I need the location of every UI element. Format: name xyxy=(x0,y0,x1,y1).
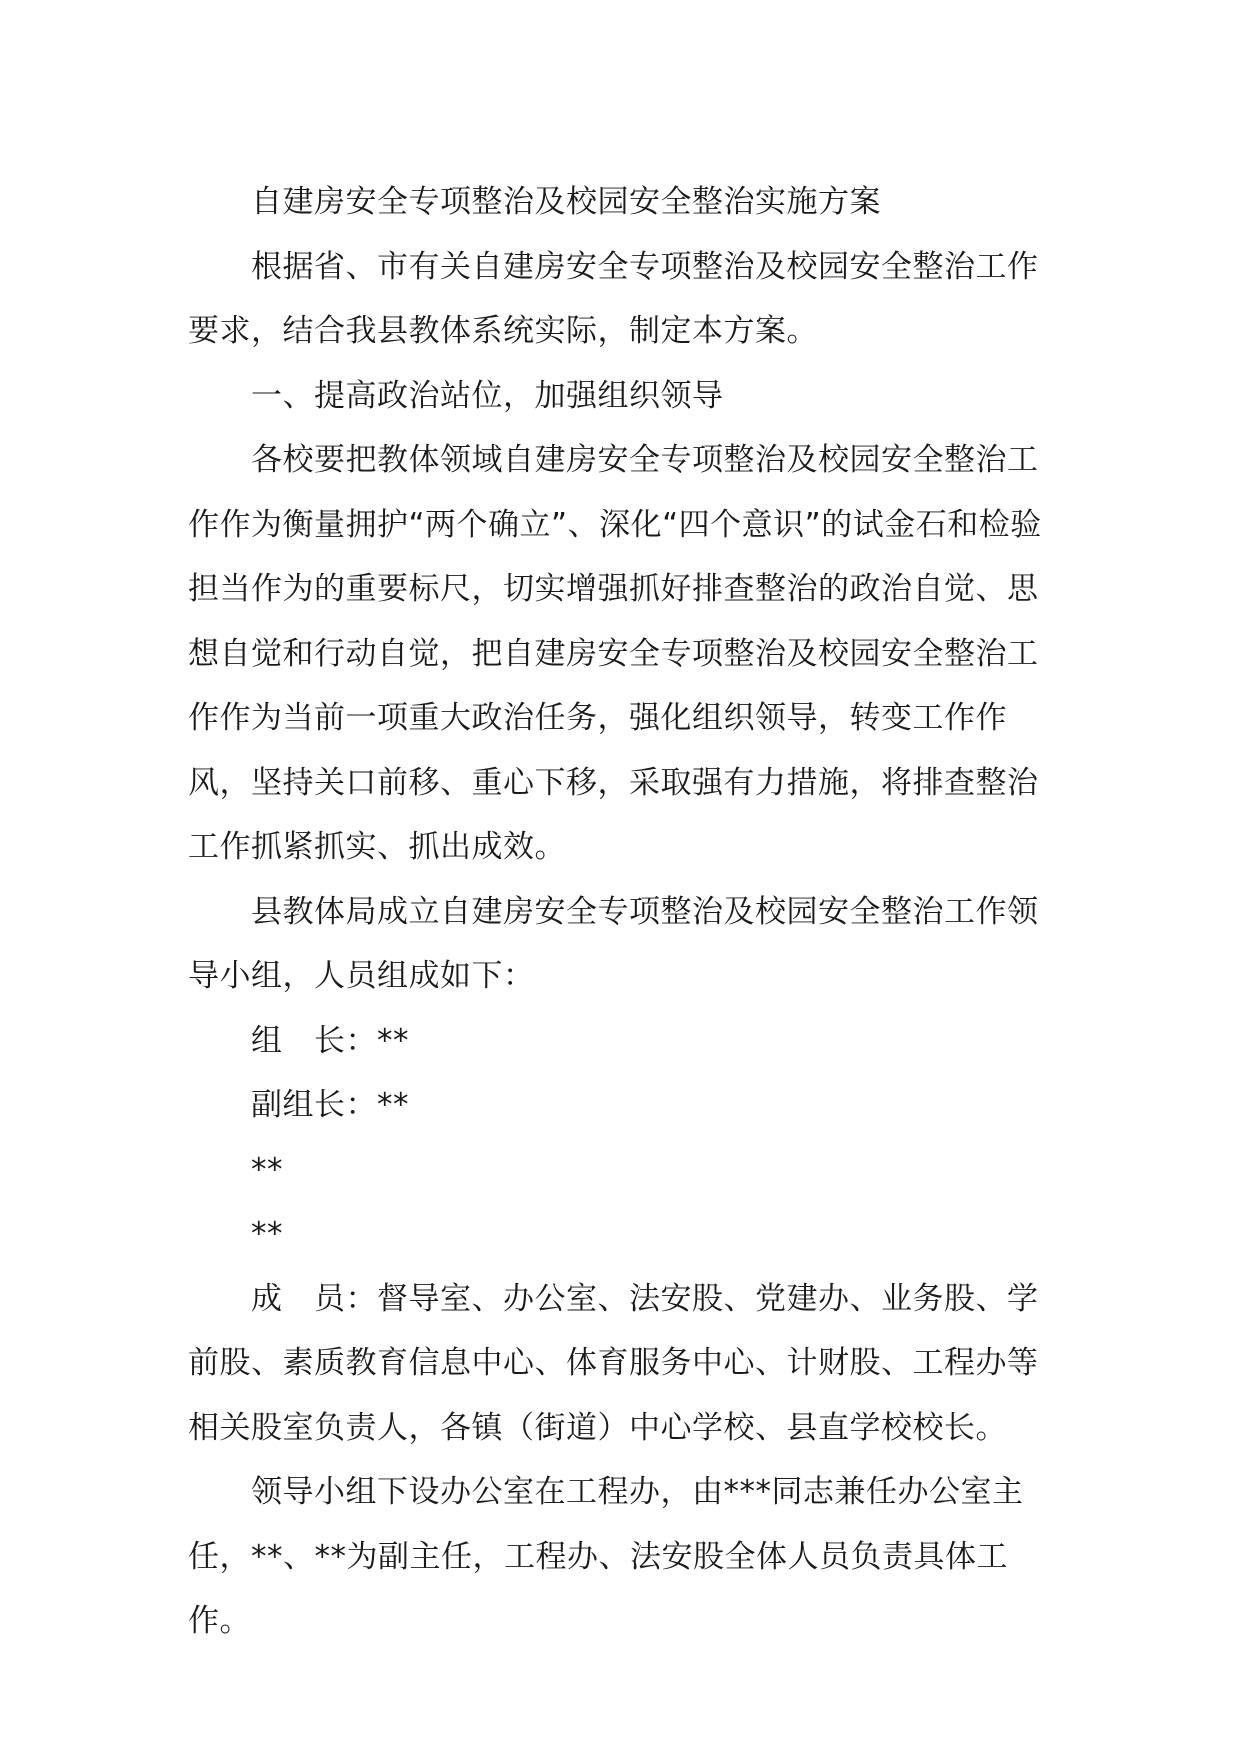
section-heading-1: 一、提高政治站位，加强组织领导 xyxy=(251,377,724,414)
deputy-leader-line: 副组长：** xyxy=(251,1087,409,1123)
document-body xyxy=(188,170,1068,1654)
deputy-leader-line-2: ** xyxy=(251,1151,283,1188)
office-paragraph: 领导小组下设办公室在工程办，由***同志兼任办公室主任，**、**为副主任，工程办、法安股全体人员负责具体工作。 xyxy=(188,1474,1024,1639)
paragraph-leading-group: 县教体局成立自建房安全专项整治及校园安全整治工作领导小组，人员组成如下： xyxy=(188,893,1039,994)
members-paragraph: 成 员：督导室、办公室、法安股、党建办、业务股、学前股、素质教育信息中心、体育服务中心、计财股、工程办等相关股室负责人，各镇（街道）中心学校、县直学校校长。 xyxy=(188,1280,1039,1446)
group-leader-line: 组 长：** xyxy=(251,1022,409,1059)
paragraph-basis: 根据省、市有关自建房安全专项整治及校园安全整治工作要求，结合我县教体系统实际，制定本方案。 xyxy=(188,248,1039,349)
document-title: 自建房安全专项整治及校园安全整治实施方案 xyxy=(251,184,881,220)
paragraph-requirements: 各校要把教体领域自建房安全专项整治及校园安全整治工作作为衡量拥护“两个确立”、深化“四个意识”的试金石和检验担当作为的重要标尺，切实增强抓好排查整治的政治自觉、思想自觉和行动自觉，把自建房安全专项整治及校园安全整治工作作为当前一项重大政治任务，强化组织领导，转变工作作风，坚持关口前移、重心下移，采取强有力措施，将排查整治工作抓紧抓实、抓出成效。 xyxy=(188,442,1042,865)
deputy-leader-line-3: ** xyxy=(251,1216,283,1252)
